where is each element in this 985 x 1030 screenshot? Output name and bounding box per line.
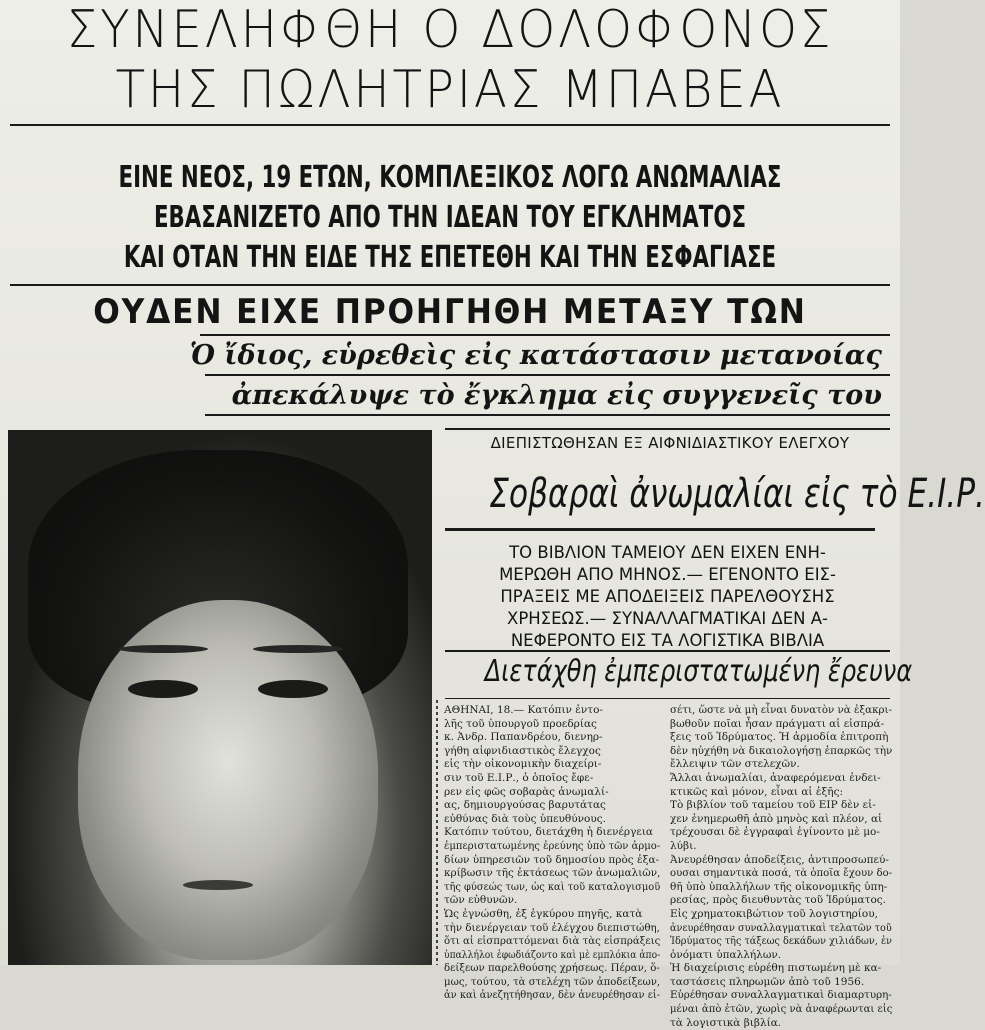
rule xyxy=(10,284,890,286)
headline-line-2: ΤΗΣ ΠΩΛΗΤΡΙΑΣ ΜΠΑΒΕΑ xyxy=(115,60,785,120)
article-text-line: Ἡ διαχείρισις εὑρέθη πιστωμένη μὲ κα- xyxy=(670,962,882,975)
article-text-line: ΑΘΗΝΑΙ, 18.— Κατόπιν ἐντο- xyxy=(444,704,603,716)
deck-line-1: Ὁ ἴδιος, εὑρεθεὶς εἰς κατάστασιν μετανοίας xyxy=(189,340,882,371)
rule xyxy=(445,528,875,531)
article-text-line: εὐθύνας διὰ τοὺς ὑπευθύνους. xyxy=(444,812,606,825)
article-text-line: τῆς φύσεώς των, ὡς καὶ τοῦ καταλογισμοῦ xyxy=(444,880,661,893)
bold-headline: ΟΥΔΕΝ ΕΙΧΕ ΠΡΟΗΓΗΘΗ ΜΕΤΑΞΥ ΤΩΝ xyxy=(93,292,807,332)
article-text-line: ουσαι σημαντικὰ ποσά, τὰ ὁποῖα ἔχουν δο- xyxy=(670,867,893,880)
subhead-line-1: ΕΙΝΕ ΝΕΟΣ, 19 ΕΤΩΝ, ΚΟΜΠΛΕΞΙΚΟΣ ΛΟΓΩ ΑΝΩΜΑΛΙΑΣ xyxy=(118,160,782,195)
portrait-photo xyxy=(8,430,432,965)
article-text-line: τρέχουσαι δὲ ἐγγραφαὶ ἐγίνοντο μὲ μο- xyxy=(670,826,880,839)
article-text-line: Εἰς χρηματοκιβώτιον τοῦ λογιστηρίου, xyxy=(670,907,878,920)
article-text-line: δείξεων παρελθούσης χρήσεως. Πέραν, ὅ- xyxy=(444,962,660,975)
rule xyxy=(205,374,890,376)
subdeck-line: ΠΡΑΞΕΙΣ ΜΕ ΑΠΟΔΕΙΞΕΙΣ ΠΑΡΕΛΘΟΥΣΗΣ xyxy=(500,587,835,606)
photo-mouth xyxy=(183,880,253,890)
article-text-line: Ὡς ἐγνώσθη, ἐξ ἐγκύρου πηγῆς, κατὰ xyxy=(444,907,643,920)
rule xyxy=(200,334,890,336)
rule xyxy=(10,124,890,126)
article-text-line: δὲν ηὐχήθη νὰ δικαιολογήσῃ ἐπαρκῶς τὴν xyxy=(670,744,893,757)
article-title-2: Διετάχθη ἐμπεριστατωμένη ἔρευνα xyxy=(484,654,913,689)
article-text-line: ὀνόματι ὑπαλλήλων. xyxy=(670,948,782,961)
article-kicker: ΔΙΕΠΙΣΤΩΘΗΣΑΝ ΕΞ ΑΙΦΝΙΔΙΑΣΤΙΚΟΥ ΕΛΕΓΧΟΥ xyxy=(490,434,850,452)
article-title: Σοβαραὶ ἀνωμαλίαι εἰς τὸ Ε.Ι.Ρ. xyxy=(489,471,985,517)
article-text-line: ρεσίας, πρὸς διευθυντὰς τοῦ Ἱδρύματος. xyxy=(670,894,886,907)
rule xyxy=(205,414,890,416)
article-text-line: ξεις τοῦ Ἱδρύματος. Ἡ ἁρμοδία ἐπιτροπὴ xyxy=(670,731,889,744)
article-text-line: μως, τούτου, τὰ στελέχη τῶν ἀποδείξεων, xyxy=(444,975,661,988)
article-text-line: λύβι. xyxy=(670,839,697,852)
article-text-line: Τὸ βιβλίον τοῦ ταμείου τοῦ ΕΙΡ δὲν εἰ- xyxy=(670,799,876,812)
article-text-line: ἔλλειψιν τῶν στελεχῶν. xyxy=(670,758,800,771)
article-text-line: ἀν καὶ ἀνεζητήθησαν, δὲν ἀνευρέθησαν εἰ- xyxy=(444,989,661,1002)
photo-brow-left xyxy=(118,645,208,653)
article-text-line: Κατόπιν τούτου, διετάχθη ἡ διενέργεια xyxy=(444,826,654,839)
article-text-line: κρίβωσιν τῆς ἐκτάσεως τῶν ἀνωμαλιῶν, xyxy=(444,867,661,880)
article-subdeck xyxy=(445,542,890,652)
subdeck-line: ΜΕΡΩΘΗ ΑΠΟ ΜΗΝΟΣ.— ΕΓΕΝΟΝΤΟ ΕΙΣ- xyxy=(499,565,836,584)
photo-eye-right xyxy=(258,680,328,698)
article-text-line: κτικῶς καὶ μόνον, εἶναι αἱ ἑξῆς: xyxy=(670,785,844,798)
article-text-line: κ. Ἀνδρ. Παπανδρέου, διενηρ- xyxy=(444,731,603,744)
article-text-line: Ἀνευρέθησαν ἀποδείξεις, ἀντιπροσωπεύ- xyxy=(670,853,889,866)
article-text-line: ταστάσεις πληρωμῶν ἀπὸ τοῦ 1956. xyxy=(670,975,865,988)
subhead-line-3: ΚΑΙ ΟΤΑΝ ΤΗΝ ΕΙΔΕ ΤΗΣ ΕΠΕΤΕΘΗ ΚΑΙ ΤΗΝ ΕΣΦΑΓΙΑΣΕ xyxy=(123,240,777,275)
article-text-line: Ἱδρύματος τῆς τάξεως δεκάδων χιλιάδων, ἐν xyxy=(670,935,893,948)
subdeck-line: ΝΕΦΕΡΟΝΤΟ ΕΙΣ ΤΑ ΛΟΓΙΣΤΙΚΑ ΒΙΒΛΙΑ xyxy=(510,631,825,650)
article-text-line: δίων ὑπηρεσιῶν τοῦ δημοσίου πρὸς ἐξα- xyxy=(444,853,660,866)
article-text-line: χεν ἐνημερωθῆ ἀπὸ μηνὸς καὶ πλέον, αἱ xyxy=(670,812,883,825)
subdeck-line: ΧΡΗΣΕΩΣ.— ΣΥΝΑΛΛΑΓΜΑΤΙΚΑΙ ΔΕΝ Α- xyxy=(507,609,828,628)
article-text-line: τῶν εὐθυνῶν. xyxy=(444,894,518,907)
article-text-line: ας, δημιουργούσας βαρυτάτας xyxy=(444,799,606,812)
article-text-line: ὑπαλλήλοι ἐφωδιάζοντο καὶ μὲ εμπλόκια ἀπο- xyxy=(444,948,661,961)
rule xyxy=(445,428,890,430)
article-column-right xyxy=(670,704,892,1030)
subdeck-line: ΤΟ ΒΙΒΛΙΟΝ ΤΑΜΕΙΟΥ ΔΕΝ ΕΙΧΕΝ ΕΝΗ- xyxy=(509,543,826,562)
article-column-left xyxy=(444,704,660,1003)
article-text-line: μέναι ἀπὸ ἐτῶν, χωρὶς νὰ ἀναφέρωνται εἰς xyxy=(670,1003,893,1016)
article-text-line: Εὑρέθησαν συναλλαγματικαὶ διαμαρτυρη- xyxy=(670,989,892,1002)
subhead-line-2: ΕΒΑΣΑΝΙΖΕΤΟ ΑΠΟ ΤΗΝ ΙΔΕΑΝ ΤΟΥ ΕΓΚΛΗΜΑΤΟΣ xyxy=(153,200,747,235)
photo-face xyxy=(78,600,378,960)
deck-line-2: ἀπεκάλυψε τὸ ἔγκλημα εἰς συγγενεῖς του xyxy=(231,380,882,411)
article-text-line: εἰς τὴν οἰκονομικὴν διαχείρι- xyxy=(444,758,602,771)
headline-line-1: ΣΥΝΕΛΗΦΘΗ Ο ΔΟΛΟΦΟΝΟΣ xyxy=(66,0,834,60)
article-text-line: ἐμπεριστατωμένης ἐρεύνης ὑπὸ τῶν ἁρμο- xyxy=(444,839,661,852)
article-text-line: ἀνευρέθησαν συναλλαγματικαὶ τελατῶν τοῦ xyxy=(670,921,892,934)
article-text-line: ρεν εἰς φῶς σοβαρὰς ἀνωμαλί- xyxy=(444,785,609,798)
article-text-line: λῆς τοῦ ὑπουργοῦ προεδρίας xyxy=(444,717,597,730)
article-text-line: Ἄλλαι ἀνωμαλίαι, ἀναφερόμεναι ἐνδει- xyxy=(670,771,881,784)
article-text-line: ὅτι αἱ εἰσπραττόμεναι διὰ τὰς εἰσπράξεις xyxy=(444,935,661,948)
article-text-line: τὴν διενέργειαν τοῦ ἐλέγχου διεπιστώθη, xyxy=(444,921,660,934)
article-text-line: σέτι, ὥστε νὰ μὴ εἶναι δυνατὸν νὰ ἐξακρι- xyxy=(670,704,893,716)
article-text-line: βωθοῦν ποῖαι ἦσαν πράγματι αἱ εἰσπρά- xyxy=(670,717,885,730)
article-text-line: σιν τοῦ Ε.Ι.Ρ., ὁ ὁποῖος ἔφε- xyxy=(444,771,594,784)
article-text-line: γήθη αἰφνιδιαστικὸς ἔλεγχος xyxy=(444,744,601,757)
column-divider xyxy=(436,700,438,965)
article-text-line: θῆ ὑπὸ ὑπαλλήλων τῆς οἰκονομικῆς ὑπη- xyxy=(670,880,888,893)
article-text-line: τὰ λογιστικὰ βιβλία. xyxy=(670,1016,782,1029)
photo-eye-left xyxy=(128,680,198,698)
rule xyxy=(445,698,890,699)
photo-brow-right xyxy=(253,645,343,653)
